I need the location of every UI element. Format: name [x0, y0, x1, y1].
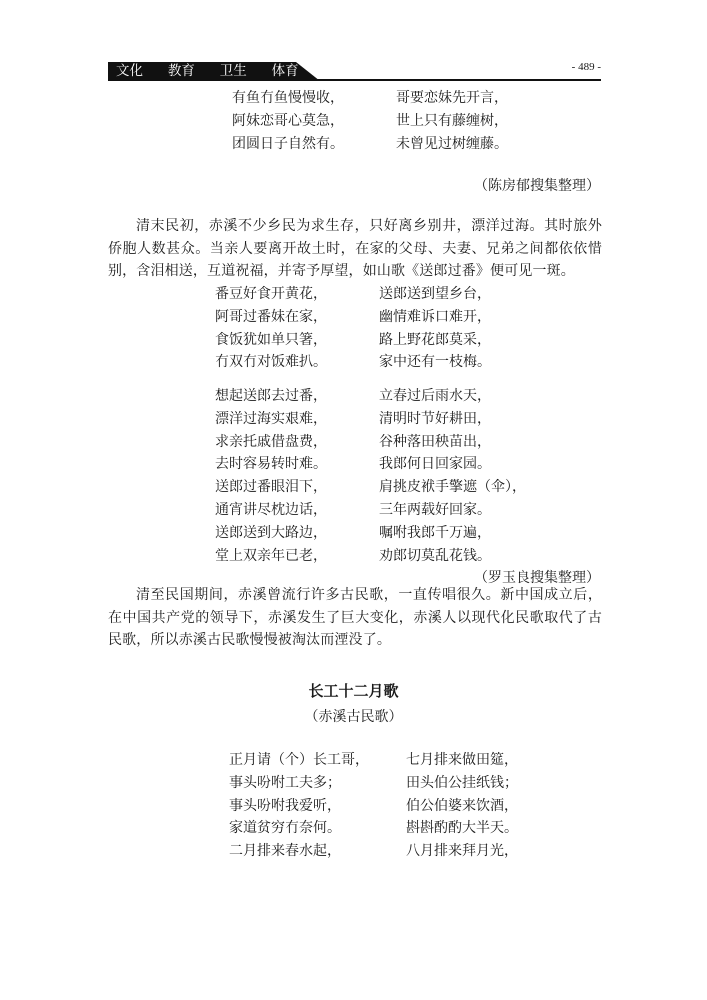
verse-line: 家道贫穷冇奈何。 [229, 820, 341, 837]
verse-line: 事头吩咐工夫多； [229, 774, 341, 791]
verse-line: 送郎送到望乡台， [379, 286, 491, 302]
verse-line: 求亲托戚借盘费， [215, 433, 327, 450]
verse-line: 想起送郎去过番， [215, 388, 327, 404]
paragraph-text: 清至民国期间，赤溪曾流行许多古民歌，一直传唱很久。新中国成立后，在中国共产党的领导下，赤溪发生了巨大变化，赤溪人以现代化民歌取代了古民歌，所以赤溪古民歌慢慢被淘汰而湮没了。 [108, 587, 602, 649]
verse-line: 事头吩咐我爱听， [229, 797, 341, 814]
poem2-stanza2-left [215, 385, 327, 567]
song-left [229, 749, 369, 863]
verse-line: 堂上双亲年已老， [215, 547, 327, 564]
verse-line: 劝郎切莫乱花钱。 [379, 547, 491, 564]
verse-line: 冇双冇对饭难扒。 [215, 354, 327, 371]
verse-line: 阿妹恋哥心莫急， [232, 112, 344, 129]
verse-line: 食饭犹如单只箸， [215, 331, 327, 348]
verse-line: 家中还有一枝梅。 [379, 354, 491, 371]
page-number: - 489 - [571, 61, 601, 73]
poem2-stanza2-right [379, 385, 526, 567]
section-title: 文化 教育 卫生 体育 [116, 63, 299, 79]
header-rule [108, 79, 601, 81]
verse-line: 路上野花郎莫采， [379, 331, 491, 348]
verse-line: 二月排来春水起， [229, 843, 341, 860]
poem1-left [232, 87, 344, 155]
poem1-right [396, 87, 508, 155]
verse-line: 送郎送到大路边， [215, 524, 327, 541]
verse-line: 清明时节好耕田， [379, 410, 491, 427]
verse-line: 田头伯公挂纸钱； [406, 774, 518, 791]
poem2-stanza1-left [215, 283, 327, 374]
verse-line: 伯公伯婆来饮酒， [406, 797, 518, 814]
verse-line: 立春过后雨水天， [379, 388, 491, 404]
verse-line: 有鱼冇鱼慢慢收， [232, 90, 344, 106]
verse-line: 谷种落田秧苗出， [379, 433, 491, 450]
verse-line: 我郎何日回家园。 [379, 456, 491, 473]
verse-line: 哥要恋妹先开言， [396, 90, 508, 106]
verse-line: 幽情难诉口难开， [379, 308, 491, 325]
verse-line: 通宵讲尽枕边话， [215, 501, 327, 518]
verse-line: 斟斟酌酌大半天。 [406, 820, 518, 837]
verse-line: 世上只有藤缠树， [396, 112, 508, 129]
credit-luo: （罗玉良搜集整理） [474, 570, 600, 586]
verse-line: 未曾见过树缠藤。 [396, 135, 508, 152]
verse-line: 去时容易转时难。 [215, 456, 327, 473]
credit-chen: （陈房郁搜集整理） [474, 178, 600, 194]
verse-line: 三年两载好回家。 [379, 501, 491, 518]
verse-line: 送郎过番眼泪下， [215, 479, 327, 496]
paragraph-text: 清末民初，赤溪不少乡民为求生存，只好离乡别井，漂洋过海。其时旅外侨胞人数甚众。当亲人要离开故土时，在家的父母、夫妻、兄弟之间都依依惜别，含泪相送，互道祝福，并寄予厚望，如山歌《送郎过番》便可见一斑。 [108, 218, 602, 280]
verse-line: 肩挑皮袱手擎遮（伞）， [379, 479, 526, 496]
paragraph-history [108, 584, 602, 652]
paragraph-intro [108, 215, 602, 283]
song-right [406, 749, 518, 863]
verse-line: 正月请（个）长工哥， [229, 752, 369, 768]
verse-line: 八月排来拜月光， [406, 843, 518, 860]
verse-line: 阿哥过番妹在家， [215, 308, 327, 325]
verse-line: 团圆日子自然有。 [232, 135, 344, 152]
verse-line: 漂洋过海实艰难， [215, 410, 327, 427]
verse-line: 嘱咐我郎千万遍， [379, 524, 491, 541]
verse-line: 番豆好食开黄花， [215, 286, 327, 302]
verse-line: 七月排来做田筵， [406, 752, 518, 768]
song-title: 长工十二月歌 [308, 682, 399, 700]
song-subtitle: （赤溪古民歌） [304, 709, 403, 725]
poem2-stanza1-right [379, 283, 491, 374]
